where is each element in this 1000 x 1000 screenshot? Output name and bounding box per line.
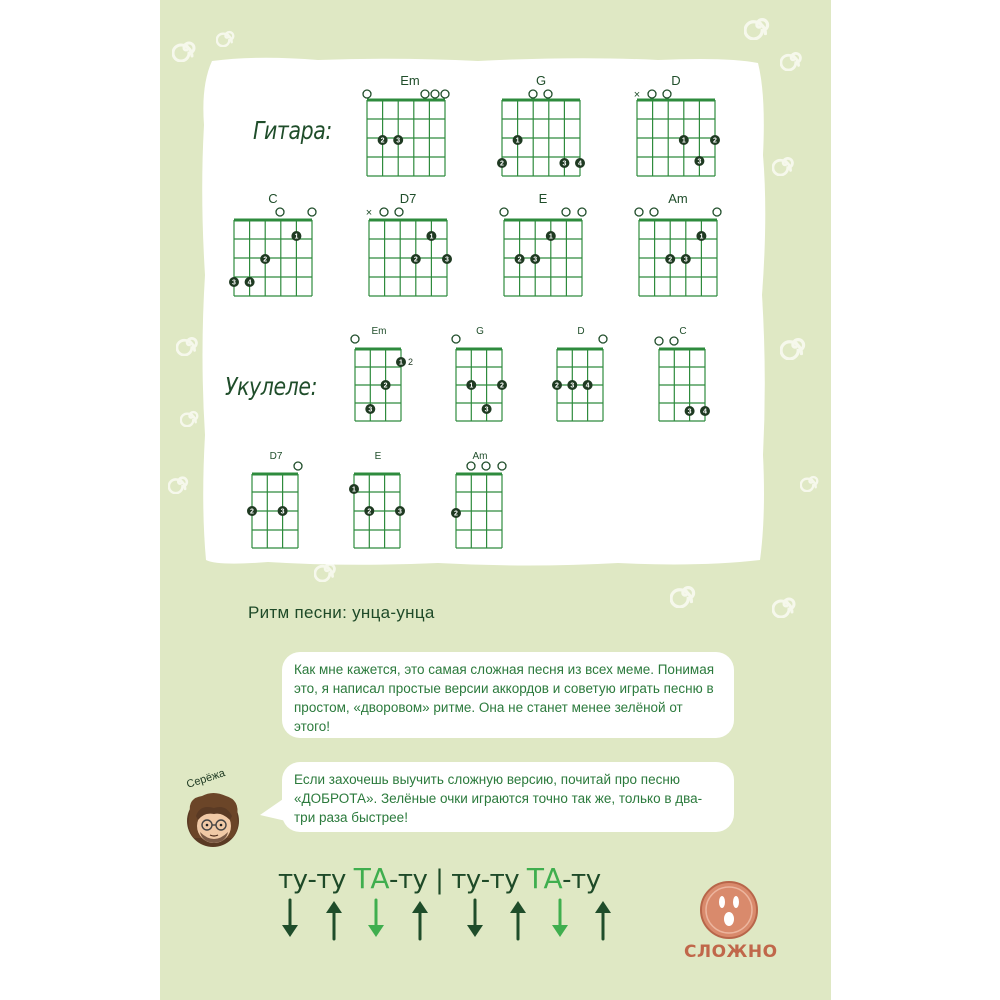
chord-name: Am <box>472 451 488 462</box>
svg-text:2: 2 <box>454 510 458 518</box>
bubble-text: Как мне кажется, это самая сложная песня из всех меме. Понимая это, я написал простые версии аккордов и советую играть песню в простом, «дворовом» ритме. Она не станет менее зелёной от этого! <box>294 662 715 734</box>
speech-bubble-2 <box>282 762 734 832</box>
guitar-chord-c <box>222 190 322 300</box>
svg-text:3: 3 <box>232 279 236 287</box>
svg-text:1: 1 <box>681 137 686 145</box>
svg-text:4: 4 <box>585 382 590 390</box>
swirl-icon <box>772 150 798 176</box>
svg-text:2: 2 <box>250 508 254 516</box>
svg-text:3: 3 <box>445 256 449 264</box>
beat-accent: ТА <box>353 862 389 895</box>
avatar <box>182 790 244 852</box>
ukulele-chord-em <box>343 323 423 425</box>
svg-text:2: 2 <box>383 382 388 390</box>
arrow-up-icon <box>595 901 611 939</box>
chord-name: Em <box>371 326 387 337</box>
svg-text:4: 4 <box>703 408 707 416</box>
bubble-text: Если захочешь выучить сложную версию, почитай про песню «ДОБРОТА». Зелёные очки играются точно так же, только в два-три раза быстрее! <box>294 772 703 825</box>
svg-text:1: 1 <box>515 137 520 145</box>
swirl-icon <box>780 45 806 71</box>
svg-text:3: 3 <box>562 160 567 168</box>
svg-text:1: 1 <box>294 233 299 241</box>
difficulty-label: СЛОЖНО <box>684 942 778 962</box>
ukulele-chord-d <box>545 323 625 425</box>
swirl-icon <box>780 330 810 360</box>
svg-text:3: 3 <box>683 256 688 264</box>
arrow-up-icon <box>510 901 526 939</box>
swirl-icon <box>772 590 800 618</box>
svg-text:2: 2 <box>367 508 372 516</box>
svg-text:2: 2 <box>413 256 418 264</box>
swirl-icon <box>670 578 700 608</box>
beat-text: -ту <box>562 865 601 895</box>
swirl-icon <box>168 470 192 494</box>
chord-name: G <box>535 73 547 88</box>
ukulele-chord-am <box>444 450 524 552</box>
svg-text:1: 1 <box>429 233 434 241</box>
svg-text:4: 4 <box>578 160 582 168</box>
chord-name: D <box>671 73 681 88</box>
swirl-icon <box>172 34 200 62</box>
chord-name: C <box>679 326 687 337</box>
chord-name: D7 <box>269 451 283 462</box>
svg-text:2: 2 <box>517 256 522 264</box>
chord-name: E <box>374 451 382 462</box>
svg-text:2: 2 <box>408 357 414 367</box>
beat-accent: ТА <box>526 862 563 895</box>
arrow-up-icon <box>326 901 342 939</box>
svg-text:2: 2 <box>555 382 559 390</box>
author-name: Серёжа <box>185 767 227 791</box>
svg-text:3: 3 <box>533 256 538 264</box>
svg-text:2: 2 <box>668 256 673 264</box>
arrow-up-icon <box>412 901 428 939</box>
guitar-chord-am <box>627 190 727 300</box>
guitar-chord-d <box>625 70 725 180</box>
beat-text: ту-ту <box>278 865 354 895</box>
svg-text:3: 3 <box>396 137 401 145</box>
speech-bubble-1 <box>282 652 734 738</box>
arrow-down-icon <box>467 900 483 937</box>
chord-name: D <box>577 326 585 337</box>
svg-text:1: 1 <box>469 382 474 390</box>
guitar-chord-e <box>492 190 592 300</box>
svg-text:×: × <box>633 89 641 101</box>
guitar-chord-em <box>355 70 455 180</box>
svg-text:4: 4 <box>247 279 252 287</box>
beat-text: -ту | ту-ту <box>388 865 527 895</box>
svg-text:2: 2 <box>263 256 268 264</box>
chord-name: E <box>538 191 548 206</box>
ukulele-chord-d7 <box>240 450 320 552</box>
arrow-down-icon <box>552 900 568 937</box>
arrow-down-icon <box>368 900 384 937</box>
swirl-icon <box>216 25 238 47</box>
svg-text:3: 3 <box>697 158 702 166</box>
strum-arrows <box>270 895 630 945</box>
svg-text:3: 3 <box>570 382 575 390</box>
chord-name: C <box>268 191 278 206</box>
svg-text:2: 2 <box>713 137 717 145</box>
swirl-icon <box>744 10 774 40</box>
guitar-chord-g <box>490 70 590 180</box>
ukulele-chord-e <box>342 450 422 552</box>
guitar-chord-d7 <box>357 190 457 300</box>
svg-text:2: 2 <box>500 160 504 168</box>
ukulele-chord-c <box>647 323 727 425</box>
beat-pattern <box>278 862 601 895</box>
svg-text:1: 1 <box>399 359 403 367</box>
ukulele-chord-g <box>444 323 524 425</box>
ukulele-label: Укулеле: <box>225 372 318 401</box>
svg-text:1: 1 <box>352 486 356 494</box>
svg-text:2: 2 <box>500 382 504 390</box>
svg-text:3: 3 <box>484 406 489 414</box>
svg-text:3: 3 <box>398 508 402 516</box>
swirl-icon <box>800 470 822 492</box>
svg-text:×: × <box>365 207 373 219</box>
svg-text:3: 3 <box>368 406 373 414</box>
chord-name: Em <box>400 73 420 88</box>
chord-name: G <box>476 326 484 337</box>
arrow-down-icon <box>282 900 298 937</box>
chord-name: D7 <box>399 191 417 206</box>
chord-name: Am <box>668 191 688 206</box>
guitar-label: Гитара: <box>253 116 332 145</box>
svg-text:1: 1 <box>699 233 704 241</box>
svg-text:2: 2 <box>380 137 385 145</box>
rhythm-title: Ритм песни: унца-унца <box>248 603 435 622</box>
svg-text:3: 3 <box>280 508 285 516</box>
svg-text:3: 3 <box>687 408 692 416</box>
svg-text:1: 1 <box>548 233 553 241</box>
